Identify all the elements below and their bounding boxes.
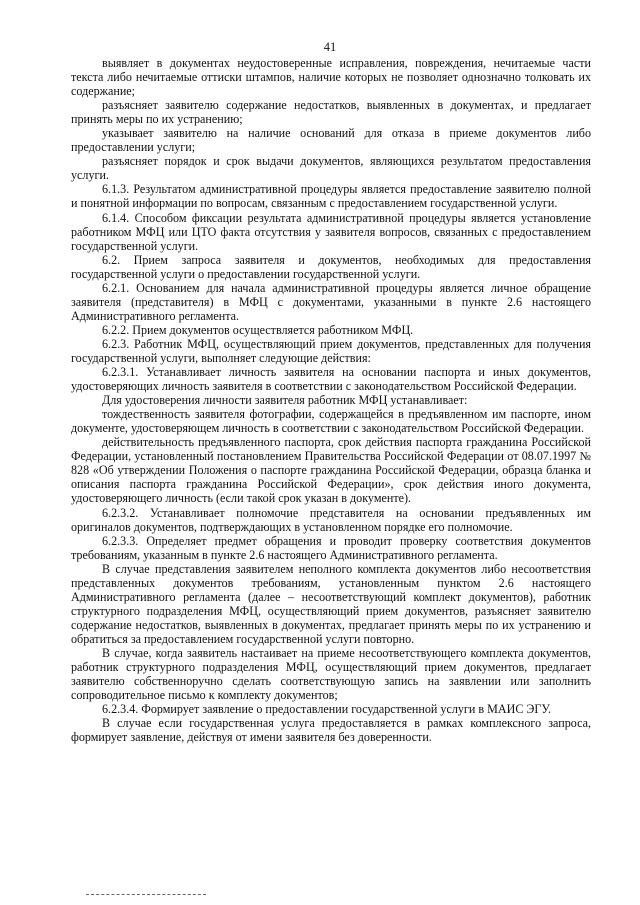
paragraph: 6.2.3.1. Устанавливает личность заявителя на основании паспорта и иных документов, удостоверяющих личность заявителя в соответствии с законодательством Российской Федерации. (71, 365, 591, 394)
paragraph: разъясняет заявителю содержание недостатков, выявленных в документах, и предлагает принять меры по их устранению; (71, 98, 591, 127)
paragraph: 6.2.3.2. Устанавливает полномочие представителя на основании предъявленных им оригиналов документов, подтверждающих в установленном порядке его полномочие. (71, 505, 591, 534)
paragraph: тождественность заявителя фотографии, содержащейся в предъявленном им паспорте, ином документе, удостоверяющем личность в соответствии с законодательством Российской Федерации. (71, 407, 591, 436)
paragraph: 6.2.3.3. Определяет предмет обращения и проводит проверку соответствия документов требованиям, указанным в пункте 2.6 настоящего Административного регламента. (71, 533, 591, 562)
footer-divider (86, 894, 206, 897)
paragraph: выявляет в документах неудостоверенные исправления, повреждения, нечитаемые части текста либо нечитаемые оттиски штампов, наличие которых не позволяет однозначно толковать их содержание; (71, 56, 591, 99)
paragraph: разъясняет порядок и срок выдачи документов, являющихся результатом предоставления услуги. (71, 154, 591, 183)
paragraph: 6.2.3.4. Формирует заявление о предоставлении государственной услуги в МАИС ЭГУ. (102, 702, 552, 717)
paragraph: В случае если государственная услуга предоставляется в рамках комплексного запроса, формирует заявление, действуя от имени заявителя без доверенности. (71, 716, 591, 745)
paragraph: действительность предъявленного паспорта, срок действия паспорта гражданина Российской Федерации, установленный постановлением Правительства Российской Федерации от 08.07.1997 № 828 «Об утверждении Положения о паспорте гражданина Российской Федерации, образца бланка и описания паспорта гражданина Российской Федерации», срок действия иного документа, удостоверяющего личность (если такой срок указан в документе). (71, 435, 591, 506)
paragraph: 6.2. Прием запроса заявителя и документов, необходимых для предоставления государственной услуги о предоставлении государственной услуги. (71, 252, 591, 281)
paragraph: 6.2.2. Прием документов осуществляется работником МФЦ. (102, 322, 414, 337)
paragraph: 6.2.1. Основанием для начала административной процедуры является личное обращение заявителя (представителя) в МФЦ с документами, указанными в пункте 2.6 настоящего Административного регламента. (71, 280, 591, 323)
document-body (71, 56, 591, 744)
paragraph: 6.1.3. Результатом административной процедуры является предоставление заявителю полной и понятной информации по вопросам, связанным с предоставлением государственной услуги. (71, 182, 591, 211)
paragraph: указывает заявителю на наличие оснований для отказа в приеме документов либо предоставлении услуги; (71, 126, 591, 155)
paragraph: В случае представления заявителем неполного комплекта документов либо несоответствия представленных документов требованиям, установленным пунктом 2.6 настоящего Административного регламента (далее – несоответствующий комплект документов), работник структурного подразделения МФЦ, осуществляющий прием документов, разъясняет заявителю содержание недостатков, выявленных в документах, предлагает принять меры по их устранению и обратиться за предоставлением государственной услуги повторно. (71, 561, 591, 646)
paragraph: В случае, когда заявитель настаивает на приеме несоответствующего комплекта документов, работник структурного подразделения МФЦ, осуществляющий прием документов, предлагает заявителю собственноручно сделать соответствующую запись на заявлении или заполнить сопроводительное письмо к комплекту документов; (71, 645, 591, 703)
paragraph: 6.1.4. Способом фиксации результата административной процедуры является установление работником МФЦ или ЦТО факта отсутствия у заявителя вопросов, связанных с предоставлением государственной услуги. (71, 210, 591, 253)
paragraph: Для удостоверения личности заявителя работник МФЦ устанавливает: (102, 393, 468, 408)
page-number: 41 (323, 40, 337, 54)
paragraph: 6.2.3. Работник МФЦ, осуществляющий прием документов, представленных для получения государственной услуги, выполняет следующие действия: (71, 336, 591, 365)
